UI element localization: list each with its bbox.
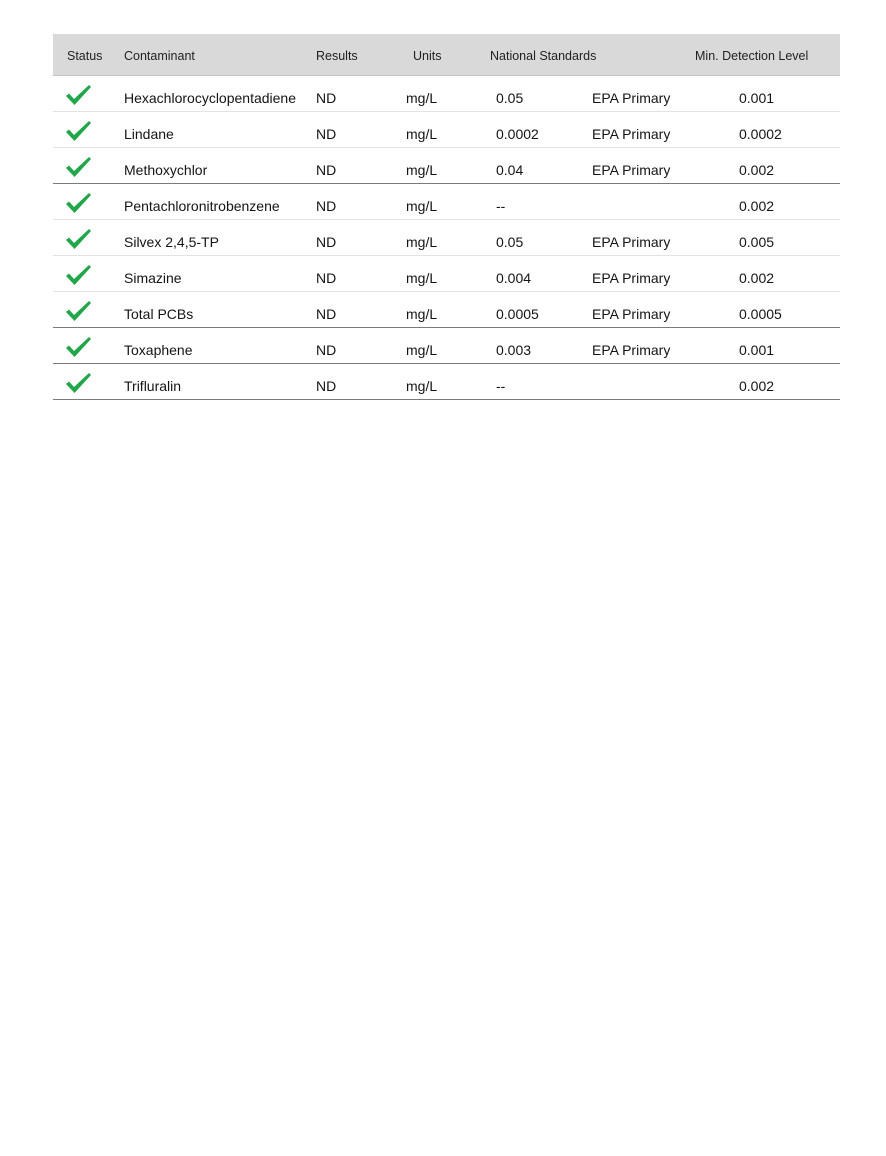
table-row [53,292,840,328]
units-value: mg/L [406,342,438,358]
checkmark-icon [64,84,94,106]
checkmark-icon [64,156,94,178]
result-value: ND [316,378,337,394]
checkmark-icon [64,228,94,250]
standard-value: 0.003 [496,342,532,358]
header-contaminant: Contaminant [124,49,195,63]
table-row [53,256,840,292]
units-value: mg/L [406,162,438,178]
standard-agency: EPA Primary [592,162,671,178]
result-value: ND [316,342,337,358]
table-row [53,76,840,112]
header-results: Results [316,49,358,63]
contaminant-name: Simazine [124,270,182,286]
standard-agency: EPA Primary [592,90,671,106]
standard-value: -- [496,378,506,394]
units-value: mg/L [406,90,438,106]
standard-agency: EPA Primary [592,234,671,250]
checkmark-icon [64,120,94,142]
min-detection-value: 0.005 [739,234,775,250]
result-value: ND [316,234,337,250]
standard-agency: EPA Primary [592,306,671,322]
contaminant-name: Hexachlorocyclopentadiene [124,90,296,106]
contaminant-name: Lindane [124,126,174,142]
standard-value: 0.004 [496,270,532,286]
min-detection-value: 0.0002 [739,126,782,142]
units-value: mg/L [406,198,438,214]
table-row [53,112,840,148]
header-national-standards: National Standards [490,49,597,63]
result-value: ND [316,198,337,214]
min-detection-value: 0.001 [739,90,775,106]
result-value: ND [316,306,337,322]
contaminant-name: Trifluralin [124,378,182,394]
units-value: mg/L [406,234,438,250]
standard-agency: EPA Primary [592,270,671,286]
table-row [53,220,840,256]
standard-value: 0.05 [496,90,524,106]
min-detection-value: 0.002 [739,162,775,178]
header-status: Status [67,49,103,63]
min-detection-value: 0.001 [739,342,775,358]
standard-value: 0.0002 [496,126,539,142]
standard-value: 0.04 [496,162,524,178]
contaminant-results-table [53,34,840,400]
header-min-detection-level: Min. Detection Level [695,49,809,63]
table-row [53,148,840,184]
result-value: ND [316,126,337,142]
contaminant-name: Toxaphene [124,342,193,358]
min-detection-value: 0.002 [739,198,775,214]
table-row [53,328,840,364]
standard-agency: EPA Primary [592,342,671,358]
checkmark-icon [64,300,94,322]
units-value: mg/L [406,306,438,322]
table-row [53,364,840,400]
standard-value: 0.0005 [496,306,539,322]
result-value: ND [316,270,337,286]
units-value: mg/L [406,378,438,394]
contaminant-name: Pentachloronitrobenzene [124,198,280,214]
contaminant-name: Methoxychlor [124,162,208,178]
checkmark-icon [64,192,94,214]
min-detection-value: 0.002 [739,378,775,394]
checkmark-icon [64,264,94,286]
standard-agency: EPA Primary [592,126,671,142]
standard-value: -- [496,198,506,214]
result-value: ND [316,162,337,178]
table-header [53,34,840,76]
table-row [53,184,840,220]
contaminant-name: Total PCBs [124,306,194,322]
units-value: mg/L [406,126,438,142]
min-detection-value: 0.0005 [739,306,782,322]
checkmark-icon [64,372,94,394]
min-detection-value: 0.002 [739,270,775,286]
result-value: ND [316,90,337,106]
contaminant-name: Silvex 2,4,5-TP [124,234,219,250]
units-value: mg/L [406,270,438,286]
standard-value: 0.05 [496,234,524,250]
header-units: Units [413,49,442,63]
checkmark-icon [64,336,94,358]
